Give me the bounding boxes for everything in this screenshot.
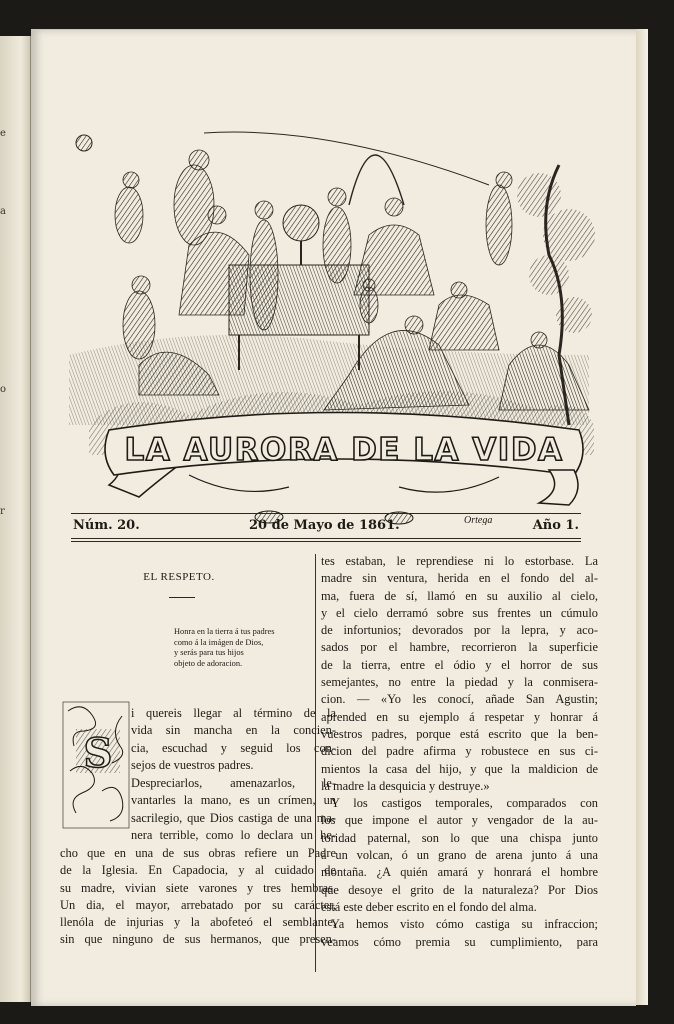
text-line: la madre la desquicia y destruye.»	[321, 778, 490, 793]
text-line: mientos la casa del hijo, y que la maldicion de	[321, 761, 598, 776]
left-column-top	[131, 705, 336, 774]
text-line: toridad paternal, son lo que una chispa junto	[321, 830, 598, 845]
kite-string	[204, 132, 489, 185]
text-line: montaña. ¿A quién amará y honrará el hombre	[321, 865, 598, 880]
text-line: nera terrible, como lo declara un he-	[131, 827, 336, 842]
newspaper-page	[31, 29, 636, 1006]
text-line: los que impone el autor y vengador de la au-	[321, 813, 598, 828]
facing-page-fragment: a	[0, 206, 6, 217]
article-title: EL RESPETO.	[143, 571, 215, 583]
text-line: vuestros padres, porque está escrito que la ben-	[321, 726, 598, 741]
masthead-info	[73, 516, 579, 538]
text-line: cia, escuchad y seguid los con-	[131, 740, 336, 755]
right-column	[321, 553, 598, 951]
text-line: tes estaban, le reprendiese ni lo estorbase. La	[321, 554, 598, 568]
text-line: cion. — «Yo les conocí, añade San Agustin;	[321, 692, 598, 707]
facing-page-fragment: e	[0, 128, 6, 139]
text-line: dicion del padre afirma y robustece en sus ci-	[321, 744, 598, 759]
dropcap-ornament	[62, 701, 130, 829]
epigraph-line: objeto de adoracion.	[174, 658, 243, 668]
text-line: Un dia, el mayor, arrebatado por su carácter,	[60, 897, 336, 912]
ball-icon	[76, 135, 92, 151]
facing-page-edge	[0, 36, 31, 1002]
text-line: está este deber escrito en el fondo del alma.	[321, 899, 537, 914]
text-line: ma, fuera de sí, llamó en su auxilio al cielo,	[321, 588, 598, 603]
text-line: llenóla de injurias y la abofeteó el semblante,	[60, 915, 336, 930]
epigraph-line: como á la imágen de Dios,	[174, 637, 264, 647]
text-line: y el cielo derramó sobre sus frentes un cúmulo	[321, 605, 598, 620]
issue-year: Año 1.	[532, 518, 579, 533]
text-line: vida sin mancha en la concien-	[131, 723, 336, 738]
masthead-rule-bottom	[71, 538, 581, 539]
masthead-illustration	[69, 125, 599, 525]
text-line: aprended en su ejemplo á respetar y honrar á	[321, 709, 598, 724]
text-line: sin que ninguno de sus hermanos, que presen-	[60, 932, 336, 947]
text-line: veamos cómo premia su cumplimiento, para	[321, 934, 598, 949]
facing-page-fragment: r	[0, 506, 5, 517]
artist-signature: Ortega	[464, 515, 493, 525]
epigraph-line: Honra en la tierra á tus padres	[174, 627, 275, 636]
text-line: que desoye el grito de la naturaleza? Por Dios	[321, 882, 598, 897]
text-line: Y los castigos temporales, comparados con	[331, 796, 598, 811]
facing-page-fragment: o	[0, 384, 7, 395]
epigraph	[174, 627, 324, 669]
title-rule	[169, 597, 195, 598]
issue-number: Núm. 20.	[73, 518, 140, 533]
left-column-indented	[131, 775, 336, 844]
text-line: semejantes, no entre la piedad y la conmisera-	[321, 675, 598, 690]
text-line: vantarles la mano, es un crímen, un	[131, 793, 336, 808]
masthead-title: LA AURORA DE LA VIDA	[124, 432, 564, 468]
jump-rope	[349, 155, 404, 205]
left-column-body	[60, 845, 336, 949]
page-edge	[636, 29, 648, 1005]
text-line: su madre, vivian siete varones y tres hembras.	[60, 880, 336, 895]
text-line: i quereis llegar al término de la	[131, 706, 336, 720]
epigraph-line: y serás para tus hijos	[174, 648, 244, 657]
text-line: sacrilegio, que Dios castiga de una ma-	[131, 810, 336, 825]
masthead-rule-bottom-double	[71, 541, 581, 542]
issue-date: 20 de Mayo de 1861.	[249, 518, 400, 533]
text-line: de la Iglesia. En Capadocia, y al cuidado de	[60, 863, 336, 878]
text-line: de la tierra, entre el ódio y el horror de sus	[321, 657, 598, 672]
text-line: sados por el hambre, recorrieron la superficie	[321, 640, 598, 655]
dropcap-letter: S	[83, 730, 113, 777]
text-line: sejos de vuestros padres.	[131, 757, 254, 772]
text-line: cho que en una de sus obras refiere un Padre	[60, 846, 336, 860]
text-line: madre sin ventura, herida en el fondo del al-	[321, 571, 598, 586]
text-line: á un volcan, ó un grano de arena junto á una	[321, 848, 598, 863]
title-banner	[105, 413, 583, 525]
text-line: Ya hemos visto cómo castiga su infraccion;	[331, 917, 598, 932]
masthead-rule-top	[71, 513, 581, 514]
text-line: Despreciarlos, amenazarlos, le-	[131, 776, 336, 790]
text-line: de infortunios; devorados por la lepra, y aco-	[321, 623, 598, 638]
